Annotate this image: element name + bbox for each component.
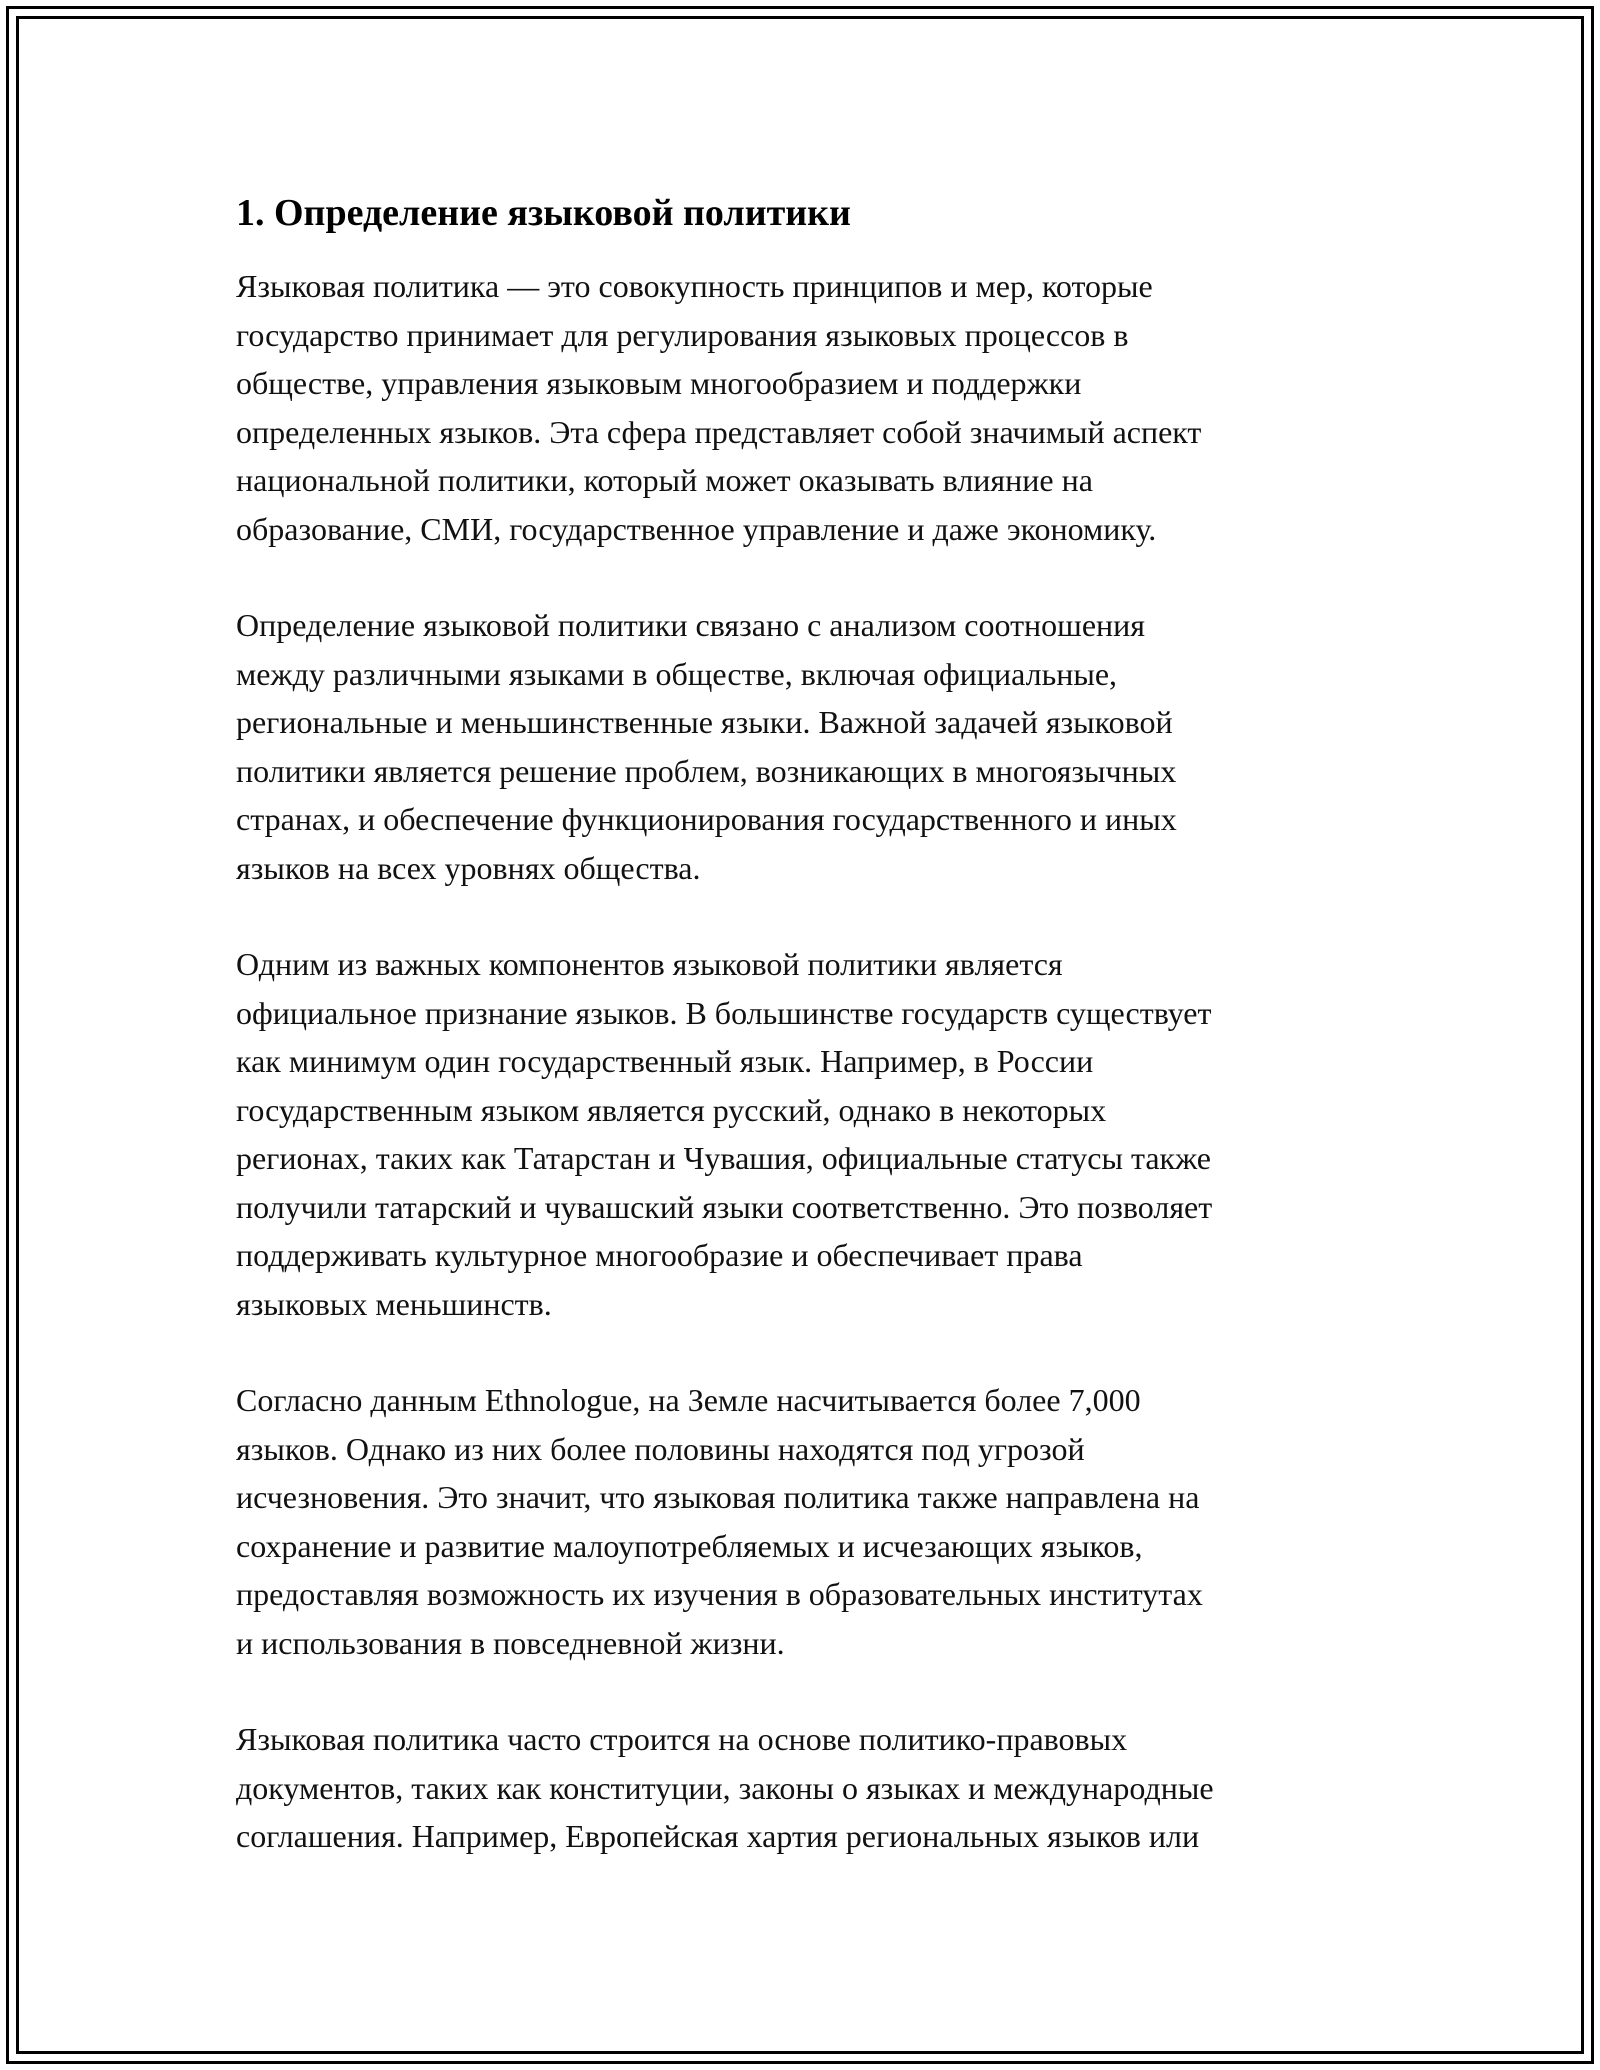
paragraph-definition: Языковая политика — это совокупность принципов и мер, которые государство принимает для регулирования языковых процессов в обществе, управления языковым многообразием и поддержки определенных языков. Эта сфера представляет собой значимый аспект национальной политики, который может оказывать влияние на образование, СМИ, государственное управление и даже экономику. [236,268,1202,547]
paragraph-official-recognition: Одним из важных компонентов языковой политики является официальное признание языков. В большинстве государств существует как минимум один государственный язык. Например, в России государственным языком является русский, однако в некоторых регионах, таких как Татарстан и Чувашия, официальные статусы также получили татарский и чувашский языки соответственно. Это позволяет поддерживать культурное многообразие и обеспечивает права языковых меньшинств. [236,946,1213,1322]
paragraph-ethnologue: Согласно данным Ethnologue, на Земле насчитывается более 7,000 языков. Однако из них более половины находятся под угрозой исчезновения. Это значит, что языковая политика также направлена на сохранение и развитие малоупотребляемых и исчезающих языков, предоставляя возможность их изучения в образовательных институтах и использования в повседневной жизни. [236,1382,1203,1661]
section-heading: 1. Определение языковой политики [236,192,851,234]
paragraph-language-relations: Определение языковой политики связано с анализом соотношения между различными языками в обществе, включая официальные, региональные и меньшинственные языки. Важной задачей языковой политики является решение проблем, возникающих в многоязычных странах, и обеспечение функционирования государственного и иных языков на всех уровнях общества. [236,607,1177,886]
paragraph-legal-documents: Языковая политика часто строится на основе политико-правовых документов, таких как конституции, законы о языках и международные соглашения. Например, Европейская хартия региональных языков или [236,1721,1214,1854]
document-body [236,184,1386,1861]
